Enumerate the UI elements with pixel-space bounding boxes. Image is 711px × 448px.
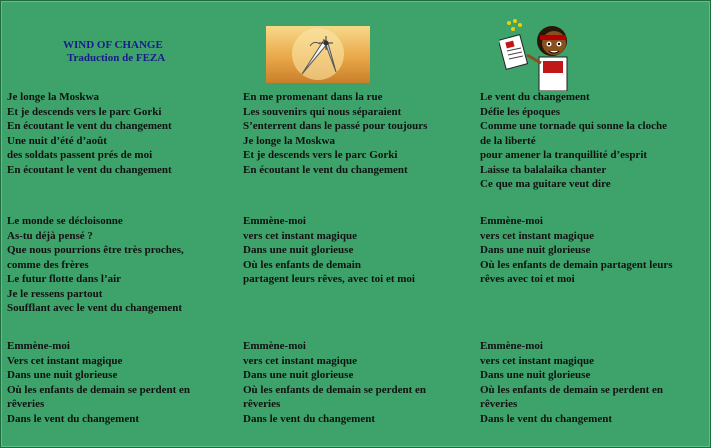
lyric-line: As-tu déjà pensé ?	[7, 229, 93, 242]
girl-with-paper-cartoon-icon	[499, 17, 577, 91]
lyric-line: Défie les époques	[480, 105, 561, 118]
lyric-line: Dans le vent du changement	[7, 412, 140, 425]
lyric-line: Laisse ta balalaika chanter	[480, 163, 607, 176]
lyric-line: Je longe la Moskwa	[7, 91, 99, 103]
lyric-line: de la liberté	[480, 134, 536, 147]
lyric-line: Je le ressens partout	[7, 287, 103, 300]
lyric-line: Le vent du changement	[480, 91, 590, 103]
lyric-line: pour amener la tranquillité d’esprit	[480, 149, 648, 161]
lyric-line: Le futur flotte dans l’air	[7, 273, 122, 285]
lyric-line: Et je descends vers le parc Gorki	[7, 105, 162, 118]
lyric-line: Le monde se décloisonne	[7, 215, 123, 227]
lyric-line: Dans une nuit glorieuse	[7, 369, 118, 381]
lyric-line: En écoutant le vent du changement	[243, 163, 408, 176]
lyric-line: Dans le vent du changement	[243, 412, 376, 425]
lyric-line: rêveries	[480, 398, 518, 410]
lyric-line: Comme une tornade qui sonne la cloche	[480, 120, 667, 132]
lyric-line: Dans le vent du changement	[480, 412, 613, 425]
stanza-1	[7, 90, 237, 177]
stanza-6	[480, 214, 708, 287]
lyric-line: partagent leurs rêves, avec toi et moi	[243, 273, 415, 285]
stanza-7	[7, 339, 237, 426]
lyric-line: vers cet instant magique	[243, 229, 357, 242]
lyric-line: Emmène-moi	[7, 340, 70, 352]
lyric-line: Dans une nuit glorieuse	[480, 244, 591, 256]
lyric-line: Dans une nuit glorieuse	[480, 369, 591, 381]
lyric-line: S’enterrent dans le passé pour toujours	[243, 120, 428, 132]
lyric-line: vers cet instant magique	[480, 229, 594, 242]
lyric-line: Les souvenirs qui nous séparaient	[243, 105, 402, 118]
lyric-line: Emmène-moi	[480, 215, 543, 227]
lyric-line: Dans une nuit glorieuse	[243, 244, 354, 256]
lyric-line: Dans une nuit glorieuse	[243, 369, 354, 381]
lyric-line: Ce que ma guitare veut dire	[480, 178, 611, 190]
stanza-3	[480, 90, 708, 192]
lyric-line: des soldats passent prés de moi	[7, 149, 153, 161]
lyric-line: Emmène-moi	[243, 215, 306, 227]
stanza-9	[480, 339, 708, 426]
lyric-line: Vers cet instant magique	[7, 354, 123, 367]
lyric-line: Où les enfants de demain	[243, 258, 361, 271]
lyric-line: Où les enfants de demain se perdent en	[480, 383, 664, 396]
lyric-line: rêveries	[243, 398, 281, 410]
lyric-line: En écoutant le vent du changement	[7, 120, 172, 132]
lyric-line: comme des frères	[7, 258, 89, 271]
lyric-line: Je longe la Moskwa	[243, 134, 335, 147]
lyric-line: En écoutant le vent du changement	[7, 163, 172, 176]
compass-needle-illustration-icon	[266, 26, 370, 83]
stanza-5	[243, 214, 473, 287]
lyric-line: vers cet instant magique	[480, 354, 594, 367]
lyric-line: Et je descends vers le parc Gorki	[243, 149, 398, 161]
lyric-line: Où les enfants de demain se perdent en	[7, 383, 191, 396]
lyric-line: vers cet instant magique	[243, 354, 357, 367]
lyric-line: Où les enfants de demain se perdent en	[243, 383, 427, 396]
lyric-line: rêves avec toi et moi	[480, 273, 575, 285]
lyric-line: Soufflant avec le vent du changement	[7, 302, 183, 314]
lyric-line: Emmène-moi	[243, 340, 306, 352]
lyric-line: Une nuit d’été d’août	[7, 134, 107, 147]
lyric-line: rêveries	[7, 398, 45, 410]
page-subtitle: Traduction de FEZA	[67, 52, 166, 64]
stanza-8	[243, 339, 473, 426]
page-title-block	[63, 39, 165, 65]
lyric-line: Où les enfants de demain partagent leurs	[480, 258, 673, 271]
stanza-4	[7, 214, 237, 316]
lyric-line: En me promenant dans la rue	[243, 91, 383, 103]
stanza-2	[243, 90, 473, 177]
page-title: WIND OF CHANGE	[63, 39, 163, 51]
lyric-line: Que nous pourrions être très proches,	[7, 244, 184, 256]
lyric-line: Emmène-moi	[480, 340, 543, 352]
